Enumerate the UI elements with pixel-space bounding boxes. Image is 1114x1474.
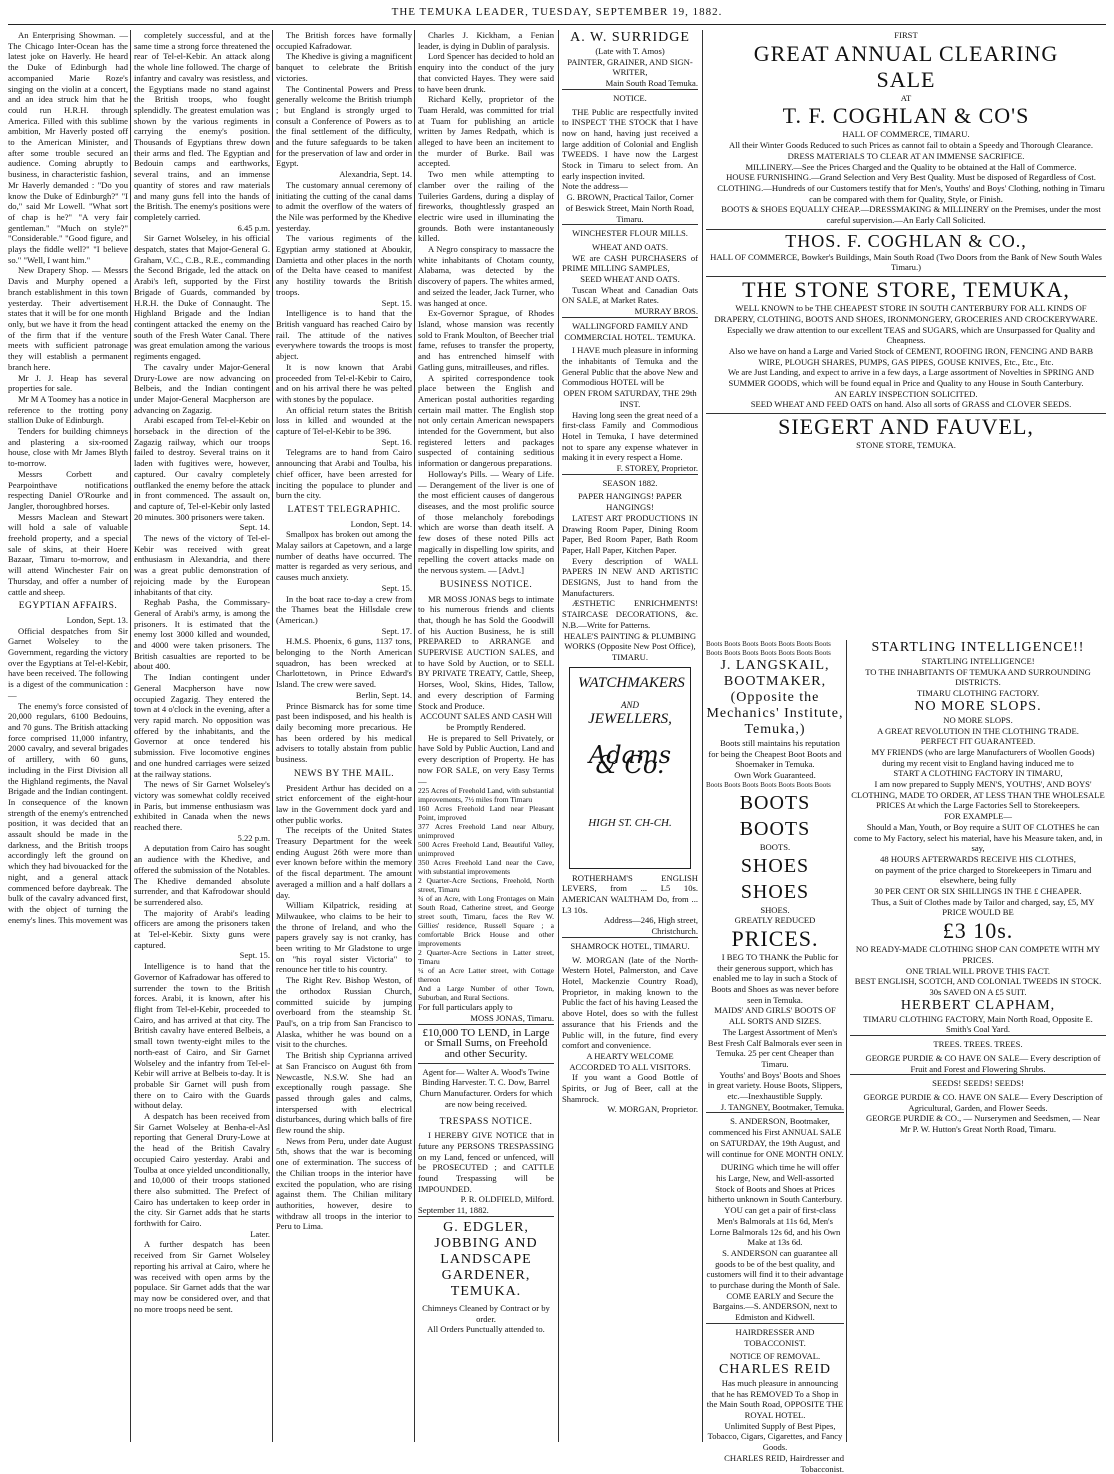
advertisement-title: GREAT ANNUAL CLEARING <box>753 40 1059 66</box>
advertisement-title: HERBERT CLAPHAM, <box>900 997 1056 1013</box>
advertisement-line: ONE TRIAL WILL PROVE THIS FACT. <box>905 965 1051 976</box>
advertisement: Especially we draw attention to our excellent TEAS and SUGARS, which are Unsurpassed for Quality and Cheapness. <box>727 324 1095 346</box>
advertisement-title: HAIRDRESSER AND TOBACCONIST. <box>706 1323 844 1351</box>
article: The customary annual ceremony of initiating the cutting of the canal dams to admit the overflow of the waters of the Nile was performed by the Khedive yesterday. <box>276 179 412 233</box>
advertisement-signature: MURRAY BROS. <box>634 306 698 317</box>
article: Messrs Maclean and Stewart will hold a sale of valuable freehold property, and a special sale of skins, at their Hoere Bazaar, Timaru to-morrow, and will attend Winchester Fair on Thursday, and offer a number of cattle and sheep. <box>8 511 128 597</box>
dateline: Sept. 14. <box>239 522 270 533</box>
article: An Enterprising Showman. — The Chicago Inter-Ocean has the latest joke on Haverly. He heard the Duke of Edinburgh had accompanied Marie Roze's singing on the violin at a concert, and an idea struck him that he could run H.R.H. through America. Filled with this sublime ambition, Mr Haverly posted off to the American Minister, and after some trouble secured an audience. Coming abruptly to business, in characteristic fashion, Mr Haverly demanded : "Do you know the Duke of Edinburgh?" "I do," said Mr Lowell. "What sort of chap is he?" "A very fair gentleman." "Much on style?" "Considerable." "Good figure, and plays the fiddle well?" "I believe so." "Well, I want him." <box>8 30 128 265</box>
article: Tenders for building chimneys and plastering a six-roomed house, close with Mr James Blyth to-morrow. <box>8 426 128 469</box>
advertisement-line: A HEARTY WELCOME ACCORDED TO ALL VISITORS. <box>569 1050 691 1072</box>
advertisement: Also we have on hand a Large and Varied Stock of CEMENT, ROOFING IRON, FENCING AND BARB WIRE, PLOUGH SHARES, PUMPS, GAS PIPES, GOUSE KNIVES, Etc., Etc., Etc. <box>728 345 1094 367</box>
advertisement-line: NO MORE SLOPS. <box>943 714 1013 725</box>
dateline: Sept. 15. <box>381 297 412 308</box>
column-5 <box>562 30 698 1444</box>
advertisement-signature: W. MORGAN, Proprietor. <box>607 1104 698 1115</box>
article: The Indian contingent under General Macpherson have now occupied Zagazig. They entered the town at 4 o'clock in the evening, after a very rapid march. No opposition was offered by the inhabitants, and the Governor at once tendered his submission. Five locomotive engines and one hundred carriages were seized at the railway stations. <box>134 672 270 779</box>
dateline: Later. <box>250 1228 270 1239</box>
article: William Kilpatrick, residing at Milwaukee, who claims to be heir to the throne of Ireland, and who the papers gravely say is not cranky, has been writing to Mr Gladstone to urge on "his royal sister Victoria" to renounce her title to his country. <box>276 900 412 975</box>
advertisement-line: SHOES. <box>760 904 790 915</box>
advertisement-title: SIEGERT AND FAUVEL, <box>706 413 1106 440</box>
advertisement-line: TO THE INHABITANTS OF TEMUKA AND SURROUNDING DISTRICTS. <box>865 666 1091 688</box>
column-3 <box>276 30 412 1444</box>
advertisement-title: SHOES SHOES <box>740 854 810 903</box>
column-rule <box>846 640 847 1442</box>
engraving-text: Adams & Co. <box>588 740 672 780</box>
advertisement-signature: CHARLES REID, Hairdresser and Tobacconist. <box>724 1452 844 1474</box>
engraving-text: HIGH ST. CH-CH. <box>588 816 672 829</box>
advertisement-line: For full particulars apply to <box>418 1002 513 1013</box>
advertisement: If you want a Good Bottle of Spirits, or Jug of Beer, call at the Shamrock. <box>562 1072 698 1104</box>
article: The various regiments of the Egyptian army stationed at Aboukir, Damietta and other places in the north of the Delta have ceased to manifest any hostility towards the British troops. <box>276 233 412 297</box>
article: The receipts of the United States Treasury Department for the week ending August 26th were more than ever known before within the memory of the fiscal department. The amount averaged a million and a half dollars a day. <box>276 825 412 900</box>
advertisement: SEED WHEAT AND FEED OATS on hand. Also all sorts of GRASS and CLOVER SEEDS. <box>750 399 1072 410</box>
advertisement-line: TIMARU CLOTHING FACTORY. <box>917 688 1039 699</box>
advertisement-title: WALLINGFORD FAMILY AND COMMERCIAL HOTEL. TEMUKA. <box>562 317 698 345</box>
column-rule <box>130 30 131 1442</box>
article: Holloway's Pills. — Weary of Life. — Derangement of the liver is one of the most efficient causes of dangerous diseases, and the most prolific source of those melancholy forebodings which are worse than death itself. A few doses of these noted Pills act magically in dispelling low spirits, and repelling the covert attacks made on the nervous system. — [Advt.] <box>418 468 554 576</box>
list-item: 350 Acres Freehold Land near the Cave, with substantial improvements <box>418 858 554 877</box>
article: Reghab Pasha, the Commissary-General of Arabi's army, is among the prisoners. It is estimated that the enemy lost 3000 killed and wounded, and 4000 were taken prisoners. The British casualties are reported to be about 400. <box>134 597 270 672</box>
advertisement-line: HEALE'S PAINTING & PLUMBING WORKS (Opposite New Post Office), TIMARU. <box>563 630 697 662</box>
list-item: 2 Quarter-Acre Sections, Freehold, North street, Timaru <box>418 876 554 895</box>
advertisement-title: BOOTS BOOTS <box>739 791 811 840</box>
list-item: 500 Acres Freehold Land, Beautiful Valley, unimproved <box>418 840 554 859</box>
advertisement-line: BEST ENGLISH, SCOTCH, AND COLONIAL TWEEDS IN STOCK. <box>854 976 1102 987</box>
dateline: Sept. 15. <box>239 950 270 961</box>
advertisement: DURING which time he will offer his Large, New, and Well-assorted Stock of Boots and Shoes at Prices hitherto unknown in South Canterbury. <box>707 1162 843 1205</box>
advertisement-title: TREES. TREES. TREES. <box>850 1035 1106 1053</box>
article: Charles J. Kickham, a Fenian leader, is dying in Dublin of paralysis. <box>418 30 554 51</box>
advertisement: GEORGE PURDIE & CO., — Nurserymen and Seedsmen, — Near Mr P. W. Hutton's Great North Road, Timaru. <box>866 1113 1100 1135</box>
dateline: Sept. 15. <box>381 582 412 593</box>
advertisement-price: £3 10s. <box>942 918 1014 944</box>
advertisement: Boots still maintains his reputation for being the Cheapest Boot Boots and Shoemaker in Temuka. <box>708 738 842 770</box>
advertisement: GEORGE PURDIE & CO. HAVE ON SALE— Every Description of Agricultural, Garden, and Flower Seeds. <box>863 1091 1103 1113</box>
advertisement-title: NOTICE. <box>562 89 698 107</box>
adams-co-engraving <box>569 667 691 869</box>
advertisement-title: STARTLING INTELLIGENCE!! <box>871 640 1085 655</box>
advertisement-line: Note the address— <box>562 181 628 192</box>
article: Prince Bismarck has for some time past been indisposed, and his health is daily becoming more precarious. He has been ordered by his medical advisers to totally abstain from public business. <box>276 700 412 765</box>
article: Ex-Governor Sprague, of Rhodes Island, whose mansion was recently sold to Frank Moulton, of Beecher trial fame, refuses to transfer the property, and has entrenched himself with Gatling guns, mitrailleuses, and rifles. <box>418 308 554 372</box>
article: A further despatch has been received from Sir Garnet Wolseley reporting his arrival at Cairo, where he was received with open arms by the populace. Sir Garnet adds that the war may now be considered over, and that no more troops need be sent. <box>134 1239 270 1314</box>
advertisement: ROTHERHAM'S ENGLISH LEVERS, from ... L5 10s. AMERICAN WALTHAM Do, from ... L3 10s. <box>562 872 698 915</box>
advertisement-line: AN EARLY INSPECTION SOLICITED. <box>834 388 978 399</box>
advertisement-title: NO MORE SLOPS. <box>914 698 1042 714</box>
property-list <box>418 786 554 1002</box>
advertisement: All their Winter Goods Reduced to such Prices as cannot fail to obtain a Speedy and Thorough Clearance. <box>729 140 1093 151</box>
coghlan-advertisement <box>706 30 1106 630</box>
article: Sir Garnet Wolseley, in his official despatch, states that Major-General G. Graham, V.C., C.B., R.E., commanding the Second Brigade, led the attack on Arabi's left, supported by the First Brigade of Guards, commanded by H.R.H. the Duke of Connaught. The Highland Brigade and the Indian contingent attacked the enemy on the south of the Fresh Water Canal. There was great emulation among the various regiments engaged. <box>134 233 270 362</box>
engraving-text: JEWELLERS, <box>588 710 672 727</box>
list-item: ¾ of an Acre, with Long Frontages on Main South Road, Catherine street, and George street south, Timaru, faces the Rev W. Gillies' residence, Russell Square ; a comfortable Brick House and other improvements <box>418 894 554 949</box>
advertisement-line: NO READY-MADE CLOTHING SHOP CAN COMPETE WITH MY PRICES. <box>855 944 1101 965</box>
advertisement-title: PRICES. <box>731 925 819 951</box>
advertisement: YOU can get a pair of first-class Men's Balmorals at 11s 6d, Men's Lorne Balmorals 12s 6d, and his Own Make at 13s 6d. <box>709 1205 841 1248</box>
advertisement-line: All Orders Punctually attended to. <box>427 1324 545 1335</box>
article: A spirited correspondence took place between the English and American postal authorities regarding certain mail matter. The English stop not only certain American newspapers intended for the Government, but also registered letters and packages suspected of containing seditious information or dangerous preparations. <box>418 372 554 469</box>
advertisement-date: September 11, 1882. <box>418 1205 489 1216</box>
list-item: 225 Acres of Freehold Land, with substantial improvements, 7½ miles from Timaru <box>418 786 554 805</box>
section-heading: BUSINESS NOTICE. <box>439 579 533 590</box>
advertisement-line: Main South Road Temuka. <box>605 78 698 89</box>
advertisement: CLOTHING.—Hundreds of our Customers testify that for Men's, Youths' and Boys' Clothing, nothing in Timaru can be compared with them for Quality, Style, or Finish. <box>717 182 1105 204</box>
article: New Drapery Shop. — Messrs Davis and Murphy opened a branch establishment in this town yesterday. Their advertisement states that it will be for one month only, but we have it from the head of the firm that if the venture meets with sufficient patronage they will establish a permanent branch here. <box>8 265 128 372</box>
advertisement-line: MAIDS' AND GIRLS' BOOTS OF ALL SORTS AND SIZES. <box>714 1005 836 1027</box>
advertisement: WE are CASH PURCHASERS of PRIME MILLING SAMPLES, <box>562 252 698 274</box>
advertisement-title: SHAMROCK HOTEL, TIMARU. <box>562 937 698 955</box>
advertisement: I HAVE much pleasure in informing the inhabitants of Temuka and the General Public that the above New and Commodious HOTEL will be <box>562 345 698 388</box>
advertisement-line: 30 PER CENT OR SIX SHILLINGS IN THE £ CHEAPER. <box>874 886 1082 897</box>
advertisement-line: OPEN FROM SATURDAY, THE 29th INST. <box>563 388 697 409</box>
advertisement: We are Just Landing, and expect to arrive in a few days, a Large assortment of Novelties in SPRING AND SUMMER GOODS, which will be found equal in Price and Quality to any House in South Canterbury. <box>728 367 1094 389</box>
list-item: 2 Quarter-Acre Sections in Latter street, Timaru <box>418 948 554 967</box>
column-1 <box>8 30 128 1444</box>
advertisement: ÆSTHETIC ENRICHMENTS! STAIRCASE DECORATIONS, &c. N.B.—Write for Patterns. <box>562 598 698 630</box>
advertisement-signature: J. TANGNEY, Bootmaker, Temuka. <box>720 1101 844 1112</box>
article: An official return states the British loss in killed and wounded at the capture of Tel-el-Kebir to be 396. <box>276 404 412 437</box>
article: The Right Rev. Bishop Weston, of the orthodox Russian Church, committed suicide by jumping overboard from the steamship St. Paul's, on a trip from San Francisco to Alaska, whither he was bound on a visit to the churches. <box>276 975 412 1050</box>
advertisement-title: A. W. SURRIDGE <box>570 30 690 45</box>
advertisement-line: HALL OF COMMERCE, Bowker's Buildings, Main South Road (Two Doors from the Bank of New South Wales Timaru.) <box>710 251 1102 273</box>
masthead: THE TEMUKA LEADER, TUESDAY, SEPTEMBER 19, 1882. <box>391 6 723 18</box>
advertisement: LATEST ART PRODUCTIONS IN Drawing Room Paper, Dining Room Paper, Bed Room Paper, Bath Room Paper, Hall Paper, Kitchen Paper. <box>562 512 698 555</box>
advertisement-signature: MOSS JONAS, Timaru. <box>470 1012 554 1023</box>
advertisement: THE Public are respectfully invited to INSPECT THE STOCK that I have now on hand, having just received a large addition of Colonial and English TWEEDS. I have now the Largest Stock in Timaru to select from. An early inspection invited. <box>562 106 698 181</box>
advertisement-title: J. LANGSKAIL, BOOTMAKER, (Opposite the Mechanics' Institute, Temuka,) <box>706 658 844 737</box>
advertisement: Having long seen the great need of a first-class Family and Commodious Hotel in Temuka, I have determined not to spare any expense whatever in making it in every respect a Home. <box>562 409 698 463</box>
article: Smallpox has broken out among the Malay sailors at Capetown, and a large number of deaths have occurred. The matter is regarded as very serious, and causes much anxiety. <box>276 529 412 583</box>
advertisement-signature: F. STOREY, Proprietor. <box>616 463 698 474</box>
article: President Arthur has decided on a strict enforcement of the eight-hour law in the Government dock yard and other public works. <box>276 782 412 825</box>
dateline: Alexandria, Sept. 14. <box>339 169 412 180</box>
advertisement-line: NOTICE OF REMOVAL. <box>729 1351 821 1362</box>
boots-border: Boots Boots Boots Boots Boots Boots Boots <box>706 640 831 648</box>
advertisement-line: Address—246, High street, Christchurch. <box>603 915 698 937</box>
list-item: And a Large Number of other Town, Suburban, and Rural Sections. <box>418 984 554 1003</box>
article: Mr M A Toomey has a notice in reference to the trotting pony stallion Duke of Edinburgh. <box>8 393 128 426</box>
advertisement: Unlimited Supply of Best Pipes, Tobacco, Cigars, Cigarettes, and Fancy Goods. <box>707 1420 843 1453</box>
advertisement-line: PAPER HANGINGS! PAPER HANGINGS! <box>578 491 682 513</box>
article: A despatch has been received from Sir Garnet Wolseley at Benha-el-Asl reporting that General Drury-Lowe at the head of the British Cavalry occupied Cairo yesterday. Arabi and Toulba at once yielded unconditionally, and 10,000 of their troops stationed there also submitted. The Prefect of Cairo has undertaken to keep order in the city. Sir Garnet adds that he starts forthwith for Cairo. <box>134 1111 270 1229</box>
dateline: London, Sept. 13. <box>66 614 128 625</box>
advertisement-title: WINCHESTER FLOUR MILLS. <box>562 224 698 242</box>
advertisement: Has much pleasure in announcing that he has REMOVED To a Shop in the Main South Road, OPPOSITE THE ROYAL HOTEL. <box>706 1377 844 1421</box>
advertisement: I am now prepared to Supply MEN'S, YOUTHS', AND BOYS' CLOTHING, MADE TO ORDER, AT LESS THAN THE WHOLESALE PRICES At which the Large Factories Sell to Storekeepers. <box>851 779 1105 811</box>
dateline: 6.45 p.m. <box>237 222 270 233</box>
article: completely successful, and at the same time a strong force threatened the rear of Tel-el-Kebir. An attack along the whole line followed. The charge of infantry and cavalry was resistless, and the Egyptians made no stand against the British troops, who fought splendidly. The greatest emulation was shown by the various regiments in carrying the enemy's position. Thousands of Egyptians threw down their arms and fled. The Egyptian and Bedouin camps and earthworks, several trains, and an immense quantity of stores and raw materials and many guns fell into the hands of the British. The enemy's positions were completely carried. <box>134 30 270 222</box>
column-7 <box>850 640 1106 1444</box>
dateline: Sept. 17. <box>381 625 412 636</box>
advertisement-line: SEED WHEAT AND OATS. <box>580 274 680 285</box>
list-item: 160 Acres Freehold Land near Pleasant Point, improved <box>418 804 554 823</box>
advertisement-line: WHEAT AND OATS. <box>592 241 668 252</box>
advertisement-line: START A CLOTHING FACTORY IN TIMARU, <box>893 768 1063 779</box>
advertisement-line: Own Work Guaranteed. <box>734 770 816 781</box>
advertisement-title: SALE <box>876 66 936 92</box>
advertisement: £10,000 TO LEND, in Large or Small Sums, on Freehold and other Security. <box>418 1024 554 1063</box>
article: The Khedive is giving a magnificent banquet to celebrate the British victories. <box>276 51 412 83</box>
advertisement: MY FRIENDS (who are large Manufacturers of Woollen Goods) during my recent visit to England having induced me to <box>871 746 1095 768</box>
advertisement: S. ANDERSON, Bootmaker, commenced his First ANNUAL SALE on SATURDAY, the 19th August, and will continue for ONE MONTH ONLY. <box>706 1112 844 1162</box>
advertisement-title: THOS. F. COGHLAN & CO., <box>706 229 1106 252</box>
section-heading: NEWS BY THE MAIL. <box>293 768 395 779</box>
advertisement-line: (Late with T. Amos) <box>595 46 665 56</box>
column-rule <box>702 30 703 1442</box>
advertisement: HOUSE FURNISHING.—Grand Selection and Very Best Quality. Must be disposed of Regardless of Cost. <box>726 172 1096 183</box>
section-heading: TRESPASS NOTICE. <box>439 1116 533 1127</box>
advertisement: MILLINERY.—See the Prices Charged and the Quality to be obtained at the Hall of Commerce. <box>745 161 1077 172</box>
advertisement: COME EARLY and Secure the Bargains.—S. ANDERSON, next to Edmiston and Kidwell. <box>712 1290 838 1323</box>
article: Mr J. J. Heap has several properties for sale. <box>8 372 128 394</box>
advertisement-line: ACCOUNT SALES AND CASH Will be Promptly Rendered. <box>419 711 553 732</box>
advertisement-line: FOR EXAMPLE— <box>943 811 1013 822</box>
advertisement-line: FIRST <box>894 30 918 40</box>
dateline: 5.22 p.m. <box>237 832 270 843</box>
article: The news of Sir Garnet Wolseley's victory was somewhat coldly received in Paris, but immense enthusiasm was exhibited in Canada when the news reached there. <box>134 779 270 833</box>
advertisement-line: DRESS MATERIALS TO CLEAR AT AN IMMENSE SACRIFICE. <box>787 150 1025 161</box>
advertisement: Youths' and Boys' Boots and Shoes in great variety. House Boots, Slippers, etc.—Inexhaustible Supply. <box>707 1069 843 1102</box>
boots-border: Boots Boots Boots Boots Boots Boots Boots <box>706 780 831 789</box>
advertisement: WELL KNOWN to be THE CHEAPEST STORE IN SOUTH CANTERBURY FOR ALL KINDS OF DRAPERY, CLOTHING, BOOTS AND SHOES, IRONMONGERY, GROCERIES AND CROCKERYWARE. <box>714 303 1098 324</box>
column-6-lower <box>706 640 844 1474</box>
advertisement: I HEREBY GIVE NOTICE that in future any PERSONS TRESPASSING on my Land, fenced or unfenced, will be PROSECUTED ; and CATTLE found Trespassing will be IMPOUNDED. <box>418 1130 554 1194</box>
advertisement: Agent for— Walter A. Wood's Twine Binding Harvester. T. C. Dow, Barrel Churn Manufacturer. Orders for which are now being received. <box>418 1063 554 1113</box>
advertisement-title: T. F. COGHLAN & CO'S <box>782 103 1030 129</box>
masthead-rule <box>8 24 1106 25</box>
advertisement-line: 48 HOURS AFTERWARDS RECEIVE HIS CLOTHES, <box>880 853 1076 864</box>
article: Telegrams are to hand from Cairo announcing that Arabi and Toulba, his chief officer, have been arrested for inciting the populace to plunder and burn the city. <box>276 447 412 501</box>
advertisement: S. ANDERSON can guarantee all goods to be of the best quality, and customers will find it to their advantage to purchase during the Month of Sale. <box>706 1247 844 1291</box>
advertisement-line: G. BROWN, Practical Tailor, Corner of Beswick Street, Main North Road, Timaru. <box>565 192 695 224</box>
list-item: 377 Acres Freehold Land near Albury, unimproved <box>418 822 554 841</box>
advertisement: Thus, a Suit of Clothes made by Tailor and charged, say, £5, MY PRICE WOULD BE <box>871 896 1095 918</box>
advertisement-line: TIMARU CLOTHING FACTORY, Main North Road, Opposite E. Smith's Coal Yard. <box>863 1013 1093 1035</box>
advertisement: I BEG TO THANK the Public for their generous support, which has enabled me to lay in such a Stock of Boots and Shoes as was never before seen in Temuka. <box>711 951 839 1005</box>
advertisement: He is prepared to Sell Privately, or have Sold by Public Auction, Land and every description of Property. He has now FOR SALE, on very Easy Terms— <box>418 732 554 786</box>
article: It is now known that Arabi proceeded from Tel-el-Kebir to Cairo, and on his arrival there he was pelted with stones by the populace. <box>276 361 412 404</box>
advertisement: MR MOSS JONAS begs to intimate to his numerous friends and clients that, though he has Sold the Goodwill of his Auction Business, he is still PREPARED to ARRANGE and SUPERVISE AUCTION SALES, and to have Sold by Auction, or to SELL BY PRIVATE TREATY, Cattle, Sheep, Horses, Wool, Skins, Hides, Tallow, and every description of Farming Stock and Produce. <box>418 593 554 711</box>
advertisement-line: STARTLING INTELLIGENCE! <box>921 656 1035 666</box>
article: Intelligence is to hand that the Governor of Kafradowar has offered to surrender the town to the British forces. Arabi, it is known, after his flight from Tel-el-Kebir, proceeded to Cairo, and has arrived at that city. The British cavalry have entered Belbeis, a small town twenty-eight miles to the north-east of Cairo, and Sir Garnet Wolseley and the infantry from Tel-el-Kebir will arrive at Belbeis to-day. It is probable Sir Garnet will push from there on to Cairo with the Guards without delay. <box>134 961 270 1111</box>
column-4 <box>418 30 554 1444</box>
article: Richard Kelly, proprietor of the Tuam Herald, was committed for trial at Tuam for publishing an article written by James Redpath, which is alleged to have been an incitement to the murder of Burke. Bail was accepted. <box>418 94 554 169</box>
advertisement: GEORGE PURDIE & CO HAVE ON SALE— Every description of Fruit and Forest and Flowering Shrubs. <box>865 1052 1101 1074</box>
article: H.M.S. Phoenix, 6 guns, 1137 tons, belonging to the North American squadron, has been wrecked at Charlottetown, in Prince Edward's Island. The crew were saved. <box>276 636 412 690</box>
advertisement-title: SEASON 1882. <box>562 474 698 492</box>
section-heading: EGYPTIAN AFFAIRS. <box>18 601 118 612</box>
advertisement: The Largest Assortment of Men's Best Fresh Calf Balmorals ever seen in Temuka. 25 per cent Cheaper than Timaru. <box>707 1026 843 1069</box>
dateline: London, Sept. 14. <box>350 518 412 529</box>
article: Messrs Corbett and Pearpointhave notifications respecting Daniel O'Rourke and Jangler, thoroughbred horses. <box>8 468 128 511</box>
advertisement-title: CHARLES REID <box>719 1361 831 1377</box>
advertisement: Should a Man, Youth, or Boy require a SUIT OF CLOTHES he can come to My Factory, select his material, have his Measure taken, and, in say, <box>853 821 1103 854</box>
article: The news of the victory of Tel-el-Kebir was received with great enthusiasm in Alexandria, and there was a great public demonstration of rejoicing made by the European inhabitants of that city. <box>134 533 270 597</box>
advertisement-line: AT <box>900 92 912 103</box>
section-heading: LATEST TELEGRAPHIC. <box>287 504 401 515</box>
advertisement-line: PAINTER, GRAINER, AND SIGN-WRITER, <box>567 56 693 78</box>
article: The British ship Cyprianna arrived at San Francisco on August 6th from Newcastle, N.S.W. She had an exceptionally rough passage. She passed through gales and calms, interspersed with electrical disturbances, during which balls of fire flew round the ship. <box>276 1050 412 1136</box>
column-rule <box>272 30 273 1442</box>
boots-border: Boots Boots Boots Boots Boots Boots Boots <box>706 649 831 657</box>
advertisement-line: BOOTS. <box>759 841 791 852</box>
article: The British forces have formally occupied Kafradowar. <box>276 30 412 51</box>
advertisement-line: HALL OF COMMERCE, TIMARU. <box>842 129 970 140</box>
advertisement-title: THE STONE STORE, TEMUKA, <box>706 276 1106 303</box>
dateline: Sept. 16. <box>381 436 412 447</box>
article: The cavalry under Major-General Drury-Lowe are now advancing on Belbeis, and the Indian contingent under Major-General Macpherson are advancing on Zagazig. <box>134 361 270 415</box>
advertisement-line: A GREAT REVOLUTION IN THE CLOTHING TRADE. <box>877 725 1079 736</box>
column-rule <box>558 30 559 1442</box>
advertisement-line: Chimneys Cleaned by Contract or by order. <box>422 1302 550 1324</box>
column-2 <box>134 30 270 1444</box>
column-rule <box>414 30 415 1442</box>
article: Arabi escaped from Tel-el-Kebir on horseback in the direction of the Zagazig railway, which our troops failed to destroy. Several trains on it laden with fugitives were, however, captured. Our cavalry completely outflanked the enemy before the attack in front commenced. The assault on, and capture of, Tel-el-Kebir only lasted 20 minutes. 300 prisoners were taken. <box>134 415 270 522</box>
advertisement-line: PERFECT FIT GUARANTEED. <box>920 736 1036 747</box>
advertisement: BOOTS & SHOES EQUALLY CHEAP.—DRESSMAKING & MILLINERY on the Premises, under the most careful supervision.—An Early Call Solicited. <box>721 204 1101 226</box>
advertisement: Tuscan Wheat and Canadian Oats ON SALE, at Market Rates. <box>562 284 698 306</box>
article: Lord Spencer has decided to hold an enquiry into the conduct of the jury that convicted Hayes. They were said to have been drunk. <box>418 51 554 94</box>
list-item: ¼ of an Acre Latter street, with Cottage thereon <box>418 966 554 985</box>
article: The enemy's force consisted of 20,000 regulars, 6100 Bedouins, and 70 guns. The British attacking force comprised 11,000 infantry, 2000 cavalry, and several brigades of artillery, with 60 guns, including in the First Division all the Highland regiments, the Naval Brigade and the Indian contingent. In consequence of the known strength of the enemy's entrenched position, it was decided that an assault should be made in the darkness, and the British troops accordingly left the ground on which they had bivouacked for the night, and a general attack commenced before daybreak. The bulk of the cavalry advanced first, with the object of turning the enemy's lines. This movement was <box>8 700 128 925</box>
advertisement: Every description of WALL PAPERS IN NEW AND ARTISTIC DESIGNS, Just to hand from the Manufacturers. <box>562 555 698 598</box>
advertisement-title: SEEDS! SEEDS! SEEDS! <box>850 1074 1106 1092</box>
article: Two men while attempting to clamber over the railing of the Tuileries Gardens, during a display of fireworks, thoughtlessly grasped an electric wire used in illuminating the grounds. Both were instantaneously killed. <box>418 169 554 244</box>
advertisement: W. MORGAN (late of the North-Western Hotel, Palmerston, and Cave Hotel, Mackenzie Country Road), Proprietor, in making known to the Public the fact of his having Leased the above Hotel, does so with the fullest assurance that his Friends and the Public will, in the future, find every comfort and convenience. <box>562 954 698 1051</box>
engraving-text: WATCHMAKERS <box>578 674 685 691</box>
article: Official despatches from Sir Garnet Wolseley to the Government, regarding the victory over the Egyptians at Tel-el-Kebir, have been received. The following is a digest of the communication :— <box>8 625 128 700</box>
article: A deputation from Cairo has sought an audience with the Khedive, and offered the submission of the Notables. The Khedive demanded absolute surrender, and that Kafrodowar should be surrendered also. <box>134 843 270 907</box>
article: News from Peru, under date August 5th, shows that the war is becoming one of extermination. The success of the Chilian troops in the interior have excited the population, who are rising against them. The Chilian military authorities, however, desire to withdraw all troops in the interior to Peru to Lima. <box>276 1135 412 1232</box>
article: The Continental Powers and Press generally welcome the British triumph ; but England is strongly urged to consult a Conference of Powers as to the final settlement of the difficulty, and the future safeguards to be taken for the preservation of law and order in Egypt. <box>276 83 412 169</box>
article: Intelligence is to hand that the British vanguard has reached Cairo by rail. The attitude of the natives everywhere towards the troops is most abject. <box>276 308 412 362</box>
dateline: Berlin, Sept. 14. <box>355 689 412 700</box>
advertisement-signature: P. R. OLDFIELD, Milford. <box>460 1194 554 1205</box>
engraving-text: AND <box>621 699 639 710</box>
advertisement: on payment of the price charged to Storekeepers in Timaru and elsewhere, being fully <box>874 864 1092 886</box>
advertisement-line: 30s SAVED ON A £5 SUIT. <box>929 986 1027 997</box>
article: The majority of Arabi's leading officers are among the prisoners taken at Tel-el-Kebir. Sixty guns were captured. <box>134 907 270 950</box>
article: In the boat race to-day a crew from the Thames beat the Hillsdale crew (American.) <box>276 593 412 625</box>
advertisement-title: G. EDGLER, JOBBING AND LANDSCAPE GARDENER, TEMUKA. <box>418 1216 554 1303</box>
advertisement-line: STONE STORE, TEMUKA. <box>856 440 956 451</box>
article: A Negro conspiracy to massacre the white inhabitants of Chotam county, Alabama, was detected by the discovery of papers. The whites armed, and seized the leader, Jack Turner, who was hanged at once. <box>418 244 554 308</box>
advertisement-line: GREATLY REDUCED <box>734 915 816 926</box>
